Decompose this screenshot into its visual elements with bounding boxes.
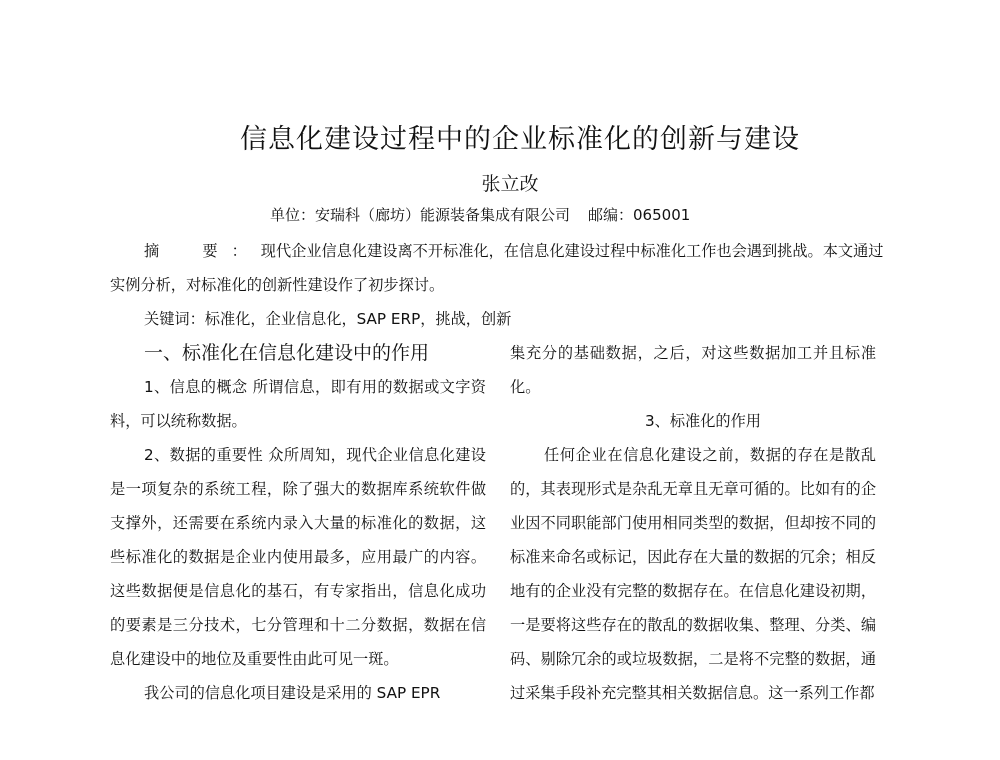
abstract-label: 摘 要：: [144, 242, 261, 260]
right-column: [510, 336, 876, 710]
left-paragraph-2: 2、数据的重要性 众所周知，现代企业信息化建设是一项复杂的系统工程，除了强大的数据库系统软件做支撑外，还需要在系统内录入大量的标准化的数据，这些标准化的数据是企业内使用最多，应用最广的内容。这些数据便是信息化的基石，有专家指出，信息化成功的要素是三分技术，七分管理和十二分数据，数据在信息化建设中的地位及重要性由此可见一斑。: [110, 446, 486, 668]
paper-title: 信息化建设过程中的企业标准化的创新与建设: [240, 124, 800, 155]
abstract-paragraph: [110, 234, 885, 302]
section-heading-1: 一、标准化在信息化建设中的作用: [144, 342, 430, 364]
affiliation-line: [270, 203, 690, 227]
left-column: [110, 336, 486, 710]
affiliation-unit: 单位：安瑞科（廊坊）能源装备集成有限公司: [270, 206, 571, 224]
left-paragraph-3: 我公司的信息化项目建设是采用的 SAP EPR: [144, 684, 441, 702]
left-paragraph-1: 1、信息的概念 所谓信息，即有用的数据或文字资料，可以统称数据。: [110, 378, 486, 430]
subheading-3: 3、标准化的作用: [645, 412, 761, 430]
affiliation-postcode: 邮编：065001: [588, 206, 691, 224]
author-name: 张立改: [481, 173, 539, 195]
right-paragraph-1: 集充分的基础数据，之后，对这些数据加工并且标准化。: [510, 344, 876, 396]
keywords-line: 关键词：标准化，企业信息化，SAP ERP，挑战，创新: [144, 310, 512, 328]
right-paragraph-2: 任何企业在信息化建设之前，数据的存在是散乱的，其表现形式是杂乱无章且无章可循的。比如有的企业因不同职能部门使用相同类型的数据，但却按不同的标准来命名或标记，因此存在大量的数据的冗余；相反地有的企业没有完整的数据存在。在信息化建设初期，一是要将这些存在的散乱的数据收集、整理、分类、编码、剔除冗余的或垃圾数据，二是将不完整的数据，通过采集手段补充完整其相关数据信息。这一系列工作都: [510, 446, 876, 702]
abstract-text: 现代企业信息化建设离不开标准化，在信息化建设过程中标准化工作也会遇到挑战。本文通过实例分析，对标准化的创新性建设作了初步探讨。: [110, 242, 884, 294]
